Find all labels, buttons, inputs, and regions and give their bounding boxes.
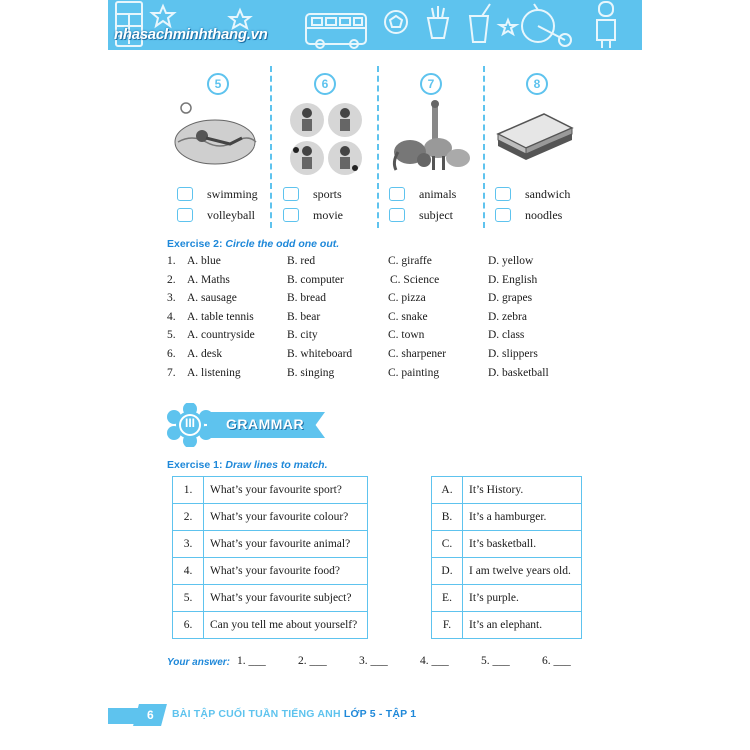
option-checkbox[interactable] <box>177 208 193 222</box>
question-text[interactable]: What’s your favourite animal? <box>204 531 368 558</box>
table-row <box>173 477 368 504</box>
page-number <box>133 704 167 726</box>
choice-c[interactable]: C. giraffe <box>388 255 432 267</box>
answer-text[interactable]: I am twelve years old. <box>463 558 582 585</box>
table-row <box>173 504 368 531</box>
answer-blank-6[interactable]: 6. ___ <box>542 655 571 667</box>
table-row <box>432 558 582 585</box>
option-checkbox[interactable] <box>389 187 405 201</box>
column-divider <box>270 66 272 228</box>
row-number: 5. <box>167 329 176 342</box>
answer-letter: B. <box>432 504 463 531</box>
option-label: animals <box>419 187 457 201</box>
grammar-heading: GRAMMAR <box>226 416 305 432</box>
option-label: movie <box>313 208 343 222</box>
choice-d[interactable]: D. basketball <box>488 366 549 379</box>
answer-text[interactable]: It’s an elephant. <box>463 612 582 639</box>
choice-a[interactable]: A. Maths <box>187 273 230 286</box>
kids-playing-sports-picture <box>287 100 367 178</box>
table-row <box>173 612 368 639</box>
item-number-badge: 8 <box>526 73 548 95</box>
question-text[interactable]: What’s your favourite subject? <box>204 585 368 612</box>
answer-letter: C. <box>432 531 463 558</box>
penny-farthing-icon <box>522 4 571 46</box>
sandwich-picture <box>494 108 576 164</box>
choice-b[interactable]: B. red <box>287 255 316 267</box>
option-checkbox[interactable] <box>389 208 405 222</box>
answer-blank-3[interactable]: 3. ___ <box>359 655 388 667</box>
choice-a[interactable]: A. listening <box>187 366 241 379</box>
grammar-exercise-1-title <box>167 459 328 471</box>
choice-a[interactable]: A. countryside <box>187 329 255 342</box>
option-checkbox[interactable] <box>177 187 193 201</box>
option-checkbox[interactable] <box>495 187 511 201</box>
item-number-badge: 5 <box>207 73 229 95</box>
column-divider <box>483 66 485 228</box>
royal-guard-icon <box>597 2 615 48</box>
fries-icon <box>428 6 448 38</box>
choice-d[interactable]: D. grapes <box>488 292 533 305</box>
column-divider <box>377 66 379 228</box>
question-text[interactable]: What’s your favourite food? <box>204 558 368 585</box>
answer-text[interactable]: It’s purple. <box>463 585 582 612</box>
question-number: 6. <box>173 612 204 639</box>
question-number: 2. <box>173 504 204 531</box>
choice-b[interactable]: B. bear <box>287 310 321 323</box>
choice-a[interactable]: A. sausage <box>187 292 237 305</box>
page-number-text: 6 <box>146 708 154 722</box>
choice-c[interactable]: C. sharpener <box>388 348 447 360</box>
grammar-section-number: III <box>184 416 195 430</box>
choice-b[interactable]: B. computer <box>287 273 344 286</box>
answer-blank-5[interactable]: 5. ___ <box>481 655 510 667</box>
answer-letter: F. <box>432 612 463 639</box>
table-row <box>432 477 582 504</box>
choice-d[interactable]: D. English <box>488 273 538 286</box>
table-row <box>173 531 368 558</box>
table-row <box>432 531 582 558</box>
answer-text[interactable]: It’s a hamburger. <box>463 504 582 531</box>
answer-letter: A. <box>432 477 463 504</box>
table-row <box>432 585 582 612</box>
star-icon <box>152 6 174 26</box>
row-number: 2. <box>167 273 176 286</box>
option-label: volleyball <box>207 208 255 222</box>
your-answer-label: Your answer: <box>167 657 230 668</box>
questions-table <box>172 476 368 639</box>
choice-b[interactable]: B. whiteboard <box>287 348 353 360</box>
option-label: subject <box>419 208 453 222</box>
choice-d[interactable]: D. slippers <box>488 348 538 360</box>
exercise-2-instruction: Circle the odd one out. <box>225 238 340 250</box>
choice-c[interactable]: C. town <box>388 329 425 342</box>
zoo-animals-picture <box>388 100 474 172</box>
answer-letter: D. <box>432 558 463 585</box>
question-number: 1. <box>173 477 204 504</box>
row-number: 7. <box>167 366 176 379</box>
answer-letter: E. <box>432 585 463 612</box>
option-label: noodles <box>525 208 563 222</box>
row-number: 4. <box>167 310 176 323</box>
drink-icon <box>470 4 490 42</box>
table-row <box>432 504 582 531</box>
question-text[interactable]: Can you tell me about yourself? <box>204 612 368 639</box>
row-number: 3. <box>167 292 176 305</box>
question-number: 3. <box>173 531 204 558</box>
answer-blank-1[interactable]: 1. ___ <box>237 655 266 667</box>
choice-b[interactable]: B. city <box>287 329 318 342</box>
exercise-2-title <box>167 238 339 250</box>
choice-d[interactable]: D. zebra <box>488 310 527 323</box>
grammar-exercise-1-prefix: Exercise 1: <box>167 459 223 471</box>
choice-a[interactable]: A. table tennis <box>187 310 254 323</box>
option-label: sandwich <box>525 187 571 201</box>
option-checkbox[interactable] <box>283 208 299 222</box>
item-number-badge: 6 <box>314 73 336 95</box>
item-number-badge: 7 <box>420 73 442 95</box>
footer-book-title <box>172 708 416 720</box>
choice-d[interactable]: D. class <box>488 329 525 342</box>
footer-title-grade: LỚP 5 - TẬP 1 <box>343 708 417 720</box>
question-number: 4. <box>173 558 204 585</box>
grammar-exercise-1-instruction: Draw lines to match. <box>225 459 328 471</box>
choice-c[interactable]: C. painting <box>388 366 440 379</box>
row-number: 1. <box>167 255 176 267</box>
swimming-picture <box>172 98 258 168</box>
exercise-2-prefix: Exercise 2: <box>167 238 223 250</box>
question-text[interactable]: What’s your favourite colour? <box>204 504 368 531</box>
row-number: 6. <box>167 348 176 360</box>
choice-a[interactable]: A. blue <box>187 255 221 267</box>
choice-b[interactable]: B. singing <box>287 366 335 379</box>
option-label: sports <box>313 187 342 201</box>
choice-b[interactable]: B. bread <box>287 292 326 305</box>
answer-text[interactable]: It’s basketball. <box>463 531 582 558</box>
choice-a[interactable]: A. desk <box>187 348 223 360</box>
answer-text[interactable]: It’s History. <box>463 477 582 504</box>
ball-icon <box>385 11 407 33</box>
table-row <box>173 558 368 585</box>
option-label: swimming <box>207 187 258 201</box>
choice-d[interactable]: D. yellow <box>488 255 534 267</box>
question-number: 5. <box>173 585 204 612</box>
table-row <box>173 585 368 612</box>
choice-c[interactable]: C. Science <box>390 273 440 286</box>
option-checkbox[interactable] <box>283 187 299 201</box>
answer-blank-2[interactable]: 2. ___ <box>298 655 327 667</box>
table-row <box>432 612 582 639</box>
star-icon <box>500 20 516 34</box>
choice-c[interactable]: C. pizza <box>388 292 426 305</box>
choice-c[interactable]: C. snake <box>388 310 428 323</box>
footer-title-main: BÀI TẬP CUỐI TUẦN TIẾNG ANH <box>172 708 341 720</box>
answer-blank-4[interactable]: 4. ___ <box>420 655 449 667</box>
brand-watermark: nhasachminhthang.vn <box>114 26 268 43</box>
question-text[interactable]: What’s your favourite sport? <box>204 477 368 504</box>
answers-table <box>431 476 582 639</box>
option-checkbox[interactable] <box>495 208 511 222</box>
